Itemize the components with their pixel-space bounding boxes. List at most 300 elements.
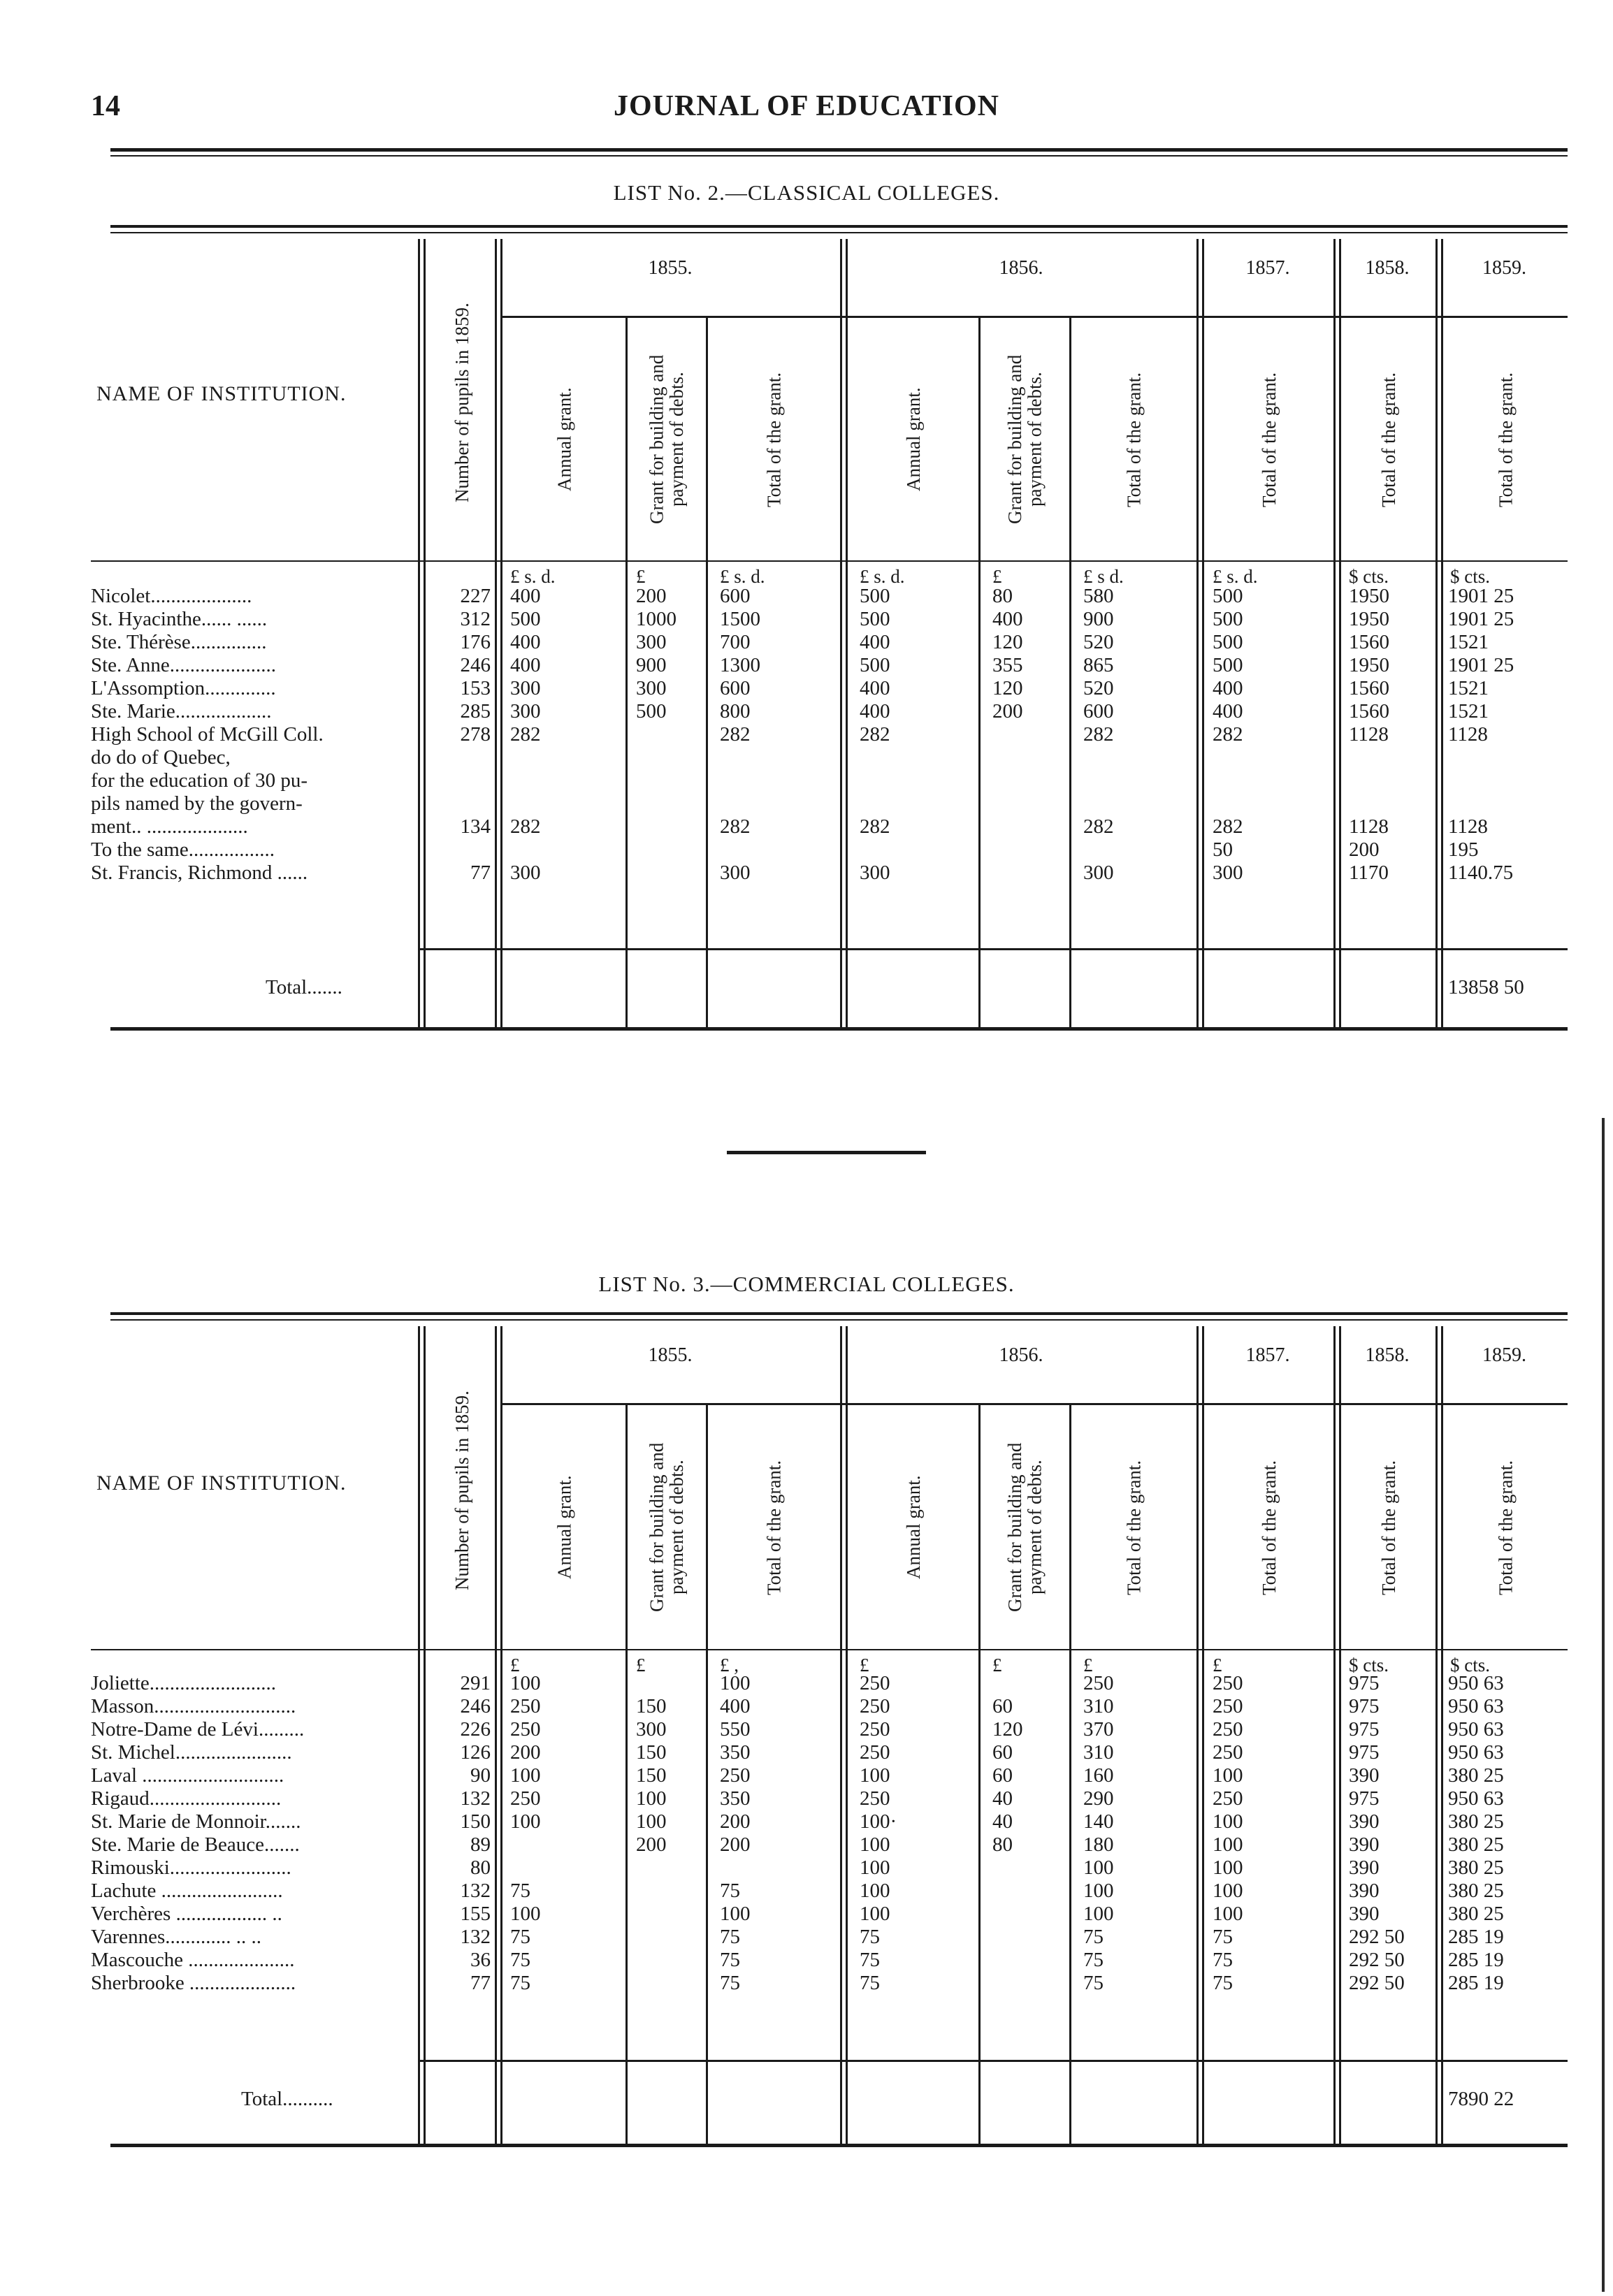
column-header: Total of the grant. — [1495, 372, 1517, 507]
institution-name: Ste. Anne..................... — [91, 654, 277, 676]
year-1855-right-rule — [840, 1326, 842, 2144]
table-cell: 100 — [1213, 1764, 1243, 1787]
table-cell: 100 — [860, 1857, 890, 1879]
table-cell: 120 — [992, 1718, 1023, 1741]
table-cell: 100 — [720, 1672, 751, 1694]
column-header: Annual grant. — [902, 1475, 924, 1580]
column-header-rule — [91, 560, 1568, 562]
table-cell: 310 — [1083, 1741, 1114, 1764]
table-cell: 282 — [720, 815, 751, 838]
table-cell: 180 — [1083, 1833, 1114, 1856]
institution-name: St. Michel....................... — [91, 1741, 292, 1764]
table-cell: 250 — [1083, 1672, 1114, 1694]
institution-name: L'Assomption.............. — [91, 677, 276, 699]
table-cell: 100 — [636, 1810, 667, 1833]
table-cell: 390 — [1349, 1833, 1380, 1856]
table-cell: 380 25 — [1448, 1880, 1504, 1902]
column-header: Total of the grant. — [1123, 372, 1145, 507]
column-header: Grant for building and payment of debts. — [1004, 1442, 1046, 1613]
table-cell: 950 63 — [1448, 1718, 1504, 1741]
table-cell: 390 — [1349, 1857, 1380, 1879]
table-cell: 75 — [1213, 1972, 1233, 1994]
table-cell: 100· — [860, 1810, 897, 1833]
table-cell: 75 — [720, 1949, 740, 1971]
table-cell: 200 — [636, 1833, 667, 1856]
page-number: 14 — [91, 90, 120, 122]
institution-names — [91, 1672, 412, 1995]
column-header: Total of the grant. — [1258, 1460, 1280, 1595]
pupils-header: Number of pupils in 1859. — [451, 1390, 472, 1590]
table-cell: 285 19 — [1448, 1972, 1504, 1994]
institution-name: Lachute ........................ — [91, 1880, 283, 1902]
table-cell: 975 — [1349, 1741, 1380, 1764]
table-cell: 1170 — [1349, 862, 1389, 884]
institution-name: Varennes............. .. .. — [91, 1926, 262, 1948]
table-cell: 400 — [860, 700, 890, 722]
table-cell: 75 — [1213, 1949, 1233, 1971]
table-cell: 75 — [720, 1972, 740, 1994]
pupils-count: 134 — [460, 815, 491, 838]
table-cell: 250 — [860, 1718, 890, 1741]
table-cell: 350 — [720, 1741, 751, 1764]
institution-name: Masson............................ — [91, 1695, 296, 1717]
pupils-count: 80 — [470, 1857, 491, 1879]
unit-label: £ s. d. — [1213, 566, 1258, 587]
table-cell: 1000 — [636, 608, 677, 630]
pupils-count: 132 — [460, 1787, 491, 1810]
pupils-count: 77 — [470, 862, 491, 884]
table-cell: 400 — [510, 631, 541, 653]
year-1856-right-rule-b — [1202, 1326, 1204, 2144]
table-cell: 1901 25 — [1448, 585, 1514, 607]
table-cell: 1521 — [1448, 677, 1489, 699]
table-cell: 60 — [992, 1764, 1013, 1787]
institution-name: St. Francis, Richmond ...... — [91, 862, 308, 884]
table-cell: 500 — [1213, 608, 1243, 630]
table-cell: 75 — [1083, 1949, 1104, 1971]
column-header: Total of the grant. — [763, 1460, 785, 1595]
table-cell: 1950 — [1349, 585, 1389, 607]
table-cell: 250 — [510, 1695, 541, 1717]
table-cell: 100 — [636, 1787, 667, 1810]
institution-name: Joliette......................... — [91, 1672, 277, 1694]
year-1855-right-rule-b — [846, 1326, 848, 2144]
table-cell: 975 — [1349, 1718, 1380, 1741]
table-cell: 100 — [510, 1903, 541, 1925]
institution-name: Nicolet.................... — [91, 585, 252, 607]
unit-label: £ — [1083, 1655, 1093, 1676]
column-header: Total of the grant. — [763, 372, 785, 507]
year-1855-right-rule — [840, 239, 842, 1027]
table-cell: 350 — [720, 1787, 751, 1810]
institution-name: for the education of 30 pu- — [91, 769, 308, 792]
table-cell: 400 — [510, 585, 541, 607]
column-header: Total of the grant. — [1123, 1460, 1145, 1595]
table-cell: 865 — [1083, 654, 1114, 676]
unit-label: £ — [636, 1655, 646, 1676]
table-cell: 120 — [992, 631, 1023, 653]
table-cell: 500 — [636, 700, 667, 722]
table-cell: 282 — [1083, 723, 1114, 746]
institution-name: Verchères .................. .. — [91, 1903, 282, 1925]
pupils-count: 176 — [460, 631, 491, 653]
institution-name: St. Marie de Monnoir....... — [91, 1810, 301, 1833]
header-rule-thin — [110, 155, 1568, 157]
institution-name: do do of Quebec, — [91, 746, 231, 769]
table-cell: 300 — [636, 631, 667, 653]
table-cell: 975 — [1349, 1695, 1380, 1717]
table-cell: 700 — [720, 631, 751, 653]
institution-name: St. Hyacinthe...... ...... — [91, 608, 268, 630]
table-cell: 282 — [510, 815, 541, 838]
table-cell: 500 — [510, 608, 541, 630]
pupils-count: 278 — [460, 723, 491, 746]
list2-title: LIST No. 2.—CLASSICAL COLLEGES. — [613, 180, 1000, 205]
table-cell: 500 — [860, 585, 890, 607]
year-1856-right-rule — [1196, 1326, 1199, 2144]
table-cell: 250 — [860, 1787, 890, 1810]
table-cell: 75 — [510, 1926, 530, 1948]
table-cell: 950 63 — [1448, 1695, 1504, 1717]
table-cell: 195 — [1448, 838, 1479, 861]
total-value: 13858 50 — [1448, 976, 1524, 998]
table-cell: 100 — [510, 1764, 541, 1787]
table-cell: 250 — [1213, 1787, 1243, 1810]
table-cell: 75 — [1083, 1926, 1104, 1948]
pupils-right-rule-b — [500, 239, 502, 1027]
table-cell: 150 — [636, 1741, 667, 1764]
table-cell: 80 — [992, 1833, 1013, 1856]
page-edge — [1602, 1118, 1605, 2292]
pupils-left-rule — [418, 1326, 420, 2144]
institution-name: Rimouski........................ — [91, 1857, 291, 1879]
pupils-right-rule — [495, 239, 497, 1027]
table-cell: 600 — [720, 585, 751, 607]
table-cell: 100 — [510, 1810, 541, 1833]
table-cell: 300 — [510, 677, 541, 699]
unit-label: $ cts. — [1450, 566, 1490, 587]
table-cell: 500 — [860, 654, 890, 676]
pupils-count: 150 — [460, 1810, 491, 1833]
table-cell: 900 — [1083, 608, 1114, 630]
table-cell: 400 — [1213, 700, 1243, 722]
unit-label: £ s. d. — [860, 566, 905, 587]
pupils-left-rule-b — [424, 1326, 426, 2144]
table-cell: 100 — [1083, 1880, 1114, 1902]
year-header: 1855. — [648, 257, 693, 279]
unit-label: £ — [510, 1655, 520, 1676]
table-cell: 100 — [1213, 1903, 1243, 1925]
column-header: Grant for building and payment of debts. — [1004, 354, 1046, 525]
table-cell: 500 — [1213, 654, 1243, 676]
table-cell: 380 25 — [1448, 1833, 1504, 1856]
pupils-count: 312 — [460, 608, 491, 630]
table-cell: 282 — [860, 723, 890, 746]
table-cell: 300 — [860, 862, 890, 884]
table-cell: 1560 — [1349, 631, 1389, 653]
table-cell: 75 — [860, 1926, 880, 1948]
institution-name: ment.. .................... — [91, 815, 248, 838]
column-header: Grant for building and payment of debts. — [646, 1442, 687, 1613]
table-cell: 600 — [720, 677, 751, 699]
pupils-count: 132 — [460, 1880, 491, 1902]
table-cell: 75 — [510, 1880, 530, 1902]
total-label: Total.......... — [241, 2088, 333, 2110]
total-upper-rule — [419, 948, 1568, 950]
table-cell: 100 — [1213, 1880, 1243, 1902]
unit-label: £ — [992, 566, 1002, 587]
year-header: 1856. — [999, 257, 1043, 279]
institution-name: Ste. Marie de Beauce....... — [91, 1833, 300, 1856]
table-cell: 100 — [1083, 1857, 1114, 1879]
year-header: 1859. — [1482, 257, 1526, 279]
list3-title: LIST No. 3.—COMMERCIAL COLLEGES. — [598, 1272, 1015, 1296]
table-cell: 100 — [860, 1764, 890, 1787]
table-cell: 200 — [1349, 838, 1380, 861]
year-1855-right-rule-b — [846, 239, 848, 1027]
table-cell: 250 — [720, 1764, 751, 1787]
table-cell: 950 63 — [1448, 1741, 1504, 1764]
table-cell: 140 — [1083, 1810, 1114, 1833]
table-cell: 1521 — [1448, 700, 1489, 722]
table-cell: 100 — [720, 1903, 751, 1925]
table-cell: 282 — [720, 723, 751, 746]
table-cell: 100 — [860, 1903, 890, 1925]
table-cell: 100 — [1083, 1903, 1114, 1925]
journal-title: JOURNAL OF EDUCATION — [613, 90, 1000, 122]
table-bottom-rule — [110, 2144, 1568, 2147]
unit-label: £ — [1213, 1655, 1222, 1676]
table-cell: 75 — [1213, 1926, 1233, 1948]
table-cell: 282 — [1213, 815, 1243, 838]
pupils-count: 126 — [460, 1741, 491, 1764]
table-cell: 400 — [860, 631, 890, 653]
table-cell: 80 — [992, 585, 1013, 607]
table-cell: 800 — [720, 700, 751, 722]
table-cell: 100 — [860, 1880, 890, 1902]
year-1856-right-rule-b — [1202, 239, 1204, 1027]
unit-label: $ cts. — [1450, 1655, 1490, 1676]
table-cell: 300 — [636, 1718, 667, 1741]
total-label: Total....... — [266, 976, 342, 998]
table-cell: 300 — [1213, 862, 1243, 884]
table-cell: 250 — [860, 1741, 890, 1764]
table-cell: 75 — [720, 1880, 740, 1902]
table-cell: 1128 — [1349, 815, 1389, 838]
year-1857-right-rule — [1333, 1326, 1336, 2144]
table-cell: 390 — [1349, 1903, 1380, 1925]
table-cell: 250 — [860, 1695, 890, 1717]
pupils-count: 90 — [470, 1764, 491, 1787]
pupils-count: 132 — [460, 1926, 491, 1948]
year-1857-right-rule — [1333, 239, 1336, 1027]
table-cell: 282 — [860, 815, 890, 838]
table-cell: 75 — [1083, 1972, 1104, 1994]
table-cell: 150 — [636, 1764, 667, 1787]
table-cell: 100 — [1213, 1857, 1243, 1879]
table-cell: 380 25 — [1448, 1857, 1504, 1879]
pupils-count: 153 — [460, 677, 491, 699]
table-cell: 40 — [992, 1810, 1013, 1833]
pupils-header: Number of pupils in 1859. — [451, 303, 472, 502]
year-1858-right-rule-b — [1441, 1326, 1443, 2144]
table-cell: 1901 25 — [1448, 608, 1514, 630]
table-cell: 50 — [1213, 838, 1233, 861]
table-cell: 290 — [1083, 1787, 1114, 1810]
pupils-count: 246 — [460, 654, 491, 676]
table-cell: 400 — [510, 654, 541, 676]
year-header: 1855. — [648, 1344, 693, 1366]
table-cell: 300 — [636, 677, 667, 699]
table-cell: 300 — [1083, 862, 1114, 884]
column-header: Total of the grant. — [1495, 1460, 1517, 1595]
year-header-rule — [500, 316, 1568, 318]
column-header: Total of the grant. — [1377, 372, 1399, 507]
table-cell: 520 — [1083, 677, 1114, 699]
unit-label: £ s. d. — [720, 566, 765, 587]
table-cell: 200 — [636, 585, 667, 607]
table-cell: 300 — [510, 700, 541, 722]
table-cell: 250 — [1213, 1718, 1243, 1741]
table-cell: 900 — [636, 654, 667, 676]
table-cell: 250 — [510, 1787, 541, 1810]
column-header: Total of the grant. — [1377, 1460, 1399, 1595]
table-cell: 250 — [1213, 1672, 1243, 1694]
table-cell: 400 — [1213, 677, 1243, 699]
table-cell: 250 — [1213, 1695, 1243, 1717]
unit-label: $ cts. — [1349, 566, 1389, 587]
year-1858-right-rule — [1435, 1326, 1438, 2144]
table-cell: 292 50 — [1349, 1949, 1405, 1971]
table-top-rule-thin — [110, 232, 1568, 233]
total-upper-rule — [419, 2060, 1568, 2062]
table-cell: 40 — [992, 1787, 1013, 1810]
table-cell: 1500 — [720, 608, 760, 630]
table-cell: 200 — [992, 700, 1023, 722]
institution-name: Ste. Marie................... — [91, 700, 272, 722]
year-header: 1858. — [1365, 1344, 1410, 1366]
pupils-right-rule-b — [500, 1326, 502, 2144]
table-cell: 500 — [860, 608, 890, 630]
pupils-count: 285 — [460, 700, 491, 722]
table-cell: 390 — [1349, 1880, 1380, 1902]
institution-name: Notre-Dame de Lévi......... — [91, 1718, 305, 1741]
institution-name: To the same................. — [91, 838, 275, 861]
pupils-left-rule — [418, 239, 420, 1027]
unit-label: £ s d. — [1083, 566, 1124, 587]
institution-name: Sherbrooke ..................... — [91, 1972, 296, 1994]
table-cell: 285 19 — [1448, 1949, 1504, 1971]
pupils-count: 226 — [460, 1718, 491, 1741]
table-cell: 390 — [1349, 1810, 1380, 1833]
column-header: Annual grant. — [902, 387, 924, 492]
table-cell: 1901 25 — [1448, 654, 1514, 676]
table-cell: 200 — [720, 1810, 751, 1833]
table-cell: 400 — [720, 1695, 751, 1717]
table-cell: 75 — [510, 1972, 530, 1994]
table-cell: 370 — [1083, 1718, 1114, 1741]
year-header: 1857. — [1245, 1344, 1290, 1366]
year-header: 1857. — [1245, 257, 1290, 279]
year-1858-right-rule — [1435, 239, 1438, 1027]
institution-name: High School of McGill Coll. — [91, 723, 324, 746]
table-cell: 250 — [860, 1672, 890, 1694]
institution-name: Laval ............................ — [91, 1764, 284, 1787]
table-cell: 250 — [510, 1718, 541, 1741]
table-cell: 1300 — [720, 654, 760, 676]
table-cell: 75 — [860, 1949, 880, 1971]
year-1857-right-rule-b — [1339, 239, 1341, 1027]
table-cell: 1128 — [1448, 723, 1488, 746]
table-cell: 975 — [1349, 1672, 1380, 1694]
pupils-count: 36 — [470, 1949, 491, 1971]
year-header: 1859. — [1482, 1344, 1526, 1366]
table-top-rule-thin — [110, 1319, 1568, 1321]
table-cell: 75 — [720, 1926, 740, 1948]
commercial-colleges-table — [91, 1312, 1568, 2158]
table-cell: 100 — [1213, 1810, 1243, 1833]
table-cell: 355 — [992, 654, 1023, 676]
table-cell: 1560 — [1349, 700, 1389, 722]
year-header: 1856. — [999, 1344, 1043, 1366]
column-header: Total of the grant. — [1258, 372, 1280, 507]
table-cell: 300 — [720, 862, 751, 884]
table-cell: 580 — [1083, 585, 1114, 607]
institution-name: Ste. Thérèse............... — [91, 631, 267, 653]
institution-name: pils named by the govern- — [91, 792, 303, 815]
pupils-right-rule — [495, 1326, 497, 2144]
pupils-left-rule-b — [424, 239, 426, 1027]
institution-name: Mascouche ..................... — [91, 1949, 295, 1971]
total-value: 7890 22 — [1448, 2088, 1514, 2110]
table-top-rule — [110, 1312, 1568, 1315]
unit-label: £ s. d. — [510, 566, 556, 587]
table-cell: 1521 — [1448, 631, 1489, 653]
table-bottom-rule — [110, 1027, 1568, 1031]
table-cell: 300 — [510, 862, 541, 884]
year-1858-right-rule-b — [1441, 239, 1443, 1027]
table-cell: 282 — [510, 723, 541, 746]
table-cell: 1950 — [1349, 654, 1389, 676]
table-cell: 75 — [510, 1949, 530, 1971]
column-header: Annual grant. — [554, 387, 575, 492]
table-cell: 250 — [1213, 1741, 1243, 1764]
table-cell: 520 — [1083, 631, 1114, 653]
table-cell: 75 — [860, 1972, 880, 1994]
column-header: Annual grant. — [554, 1475, 575, 1580]
table-cell: 282 — [1213, 723, 1243, 746]
unit-label: £ — [636, 566, 646, 587]
year-1856-right-rule — [1196, 239, 1199, 1027]
table-cell: 600 — [1083, 700, 1114, 722]
table-cell: 1560 — [1349, 677, 1389, 699]
institution-names — [91, 585, 412, 885]
institution-name: Rigaud.......................... — [91, 1787, 282, 1810]
table-cell: 100 — [1213, 1833, 1243, 1856]
table-top-rule — [110, 225, 1568, 228]
table-cell: 400 — [992, 608, 1023, 630]
table-cell: 60 — [992, 1695, 1013, 1717]
table-cell: 975 — [1349, 1787, 1380, 1810]
table-cell: 550 — [720, 1718, 751, 1741]
pupils-count: 89 — [470, 1833, 491, 1856]
table-cell: 380 25 — [1448, 1764, 1504, 1787]
table-cell: 380 25 — [1448, 1810, 1504, 1833]
table-cell: 500 — [1213, 585, 1243, 607]
unit-label: £ , — [720, 1655, 739, 1676]
table-cell: 1128 — [1349, 723, 1389, 746]
table-cell: 60 — [992, 1741, 1013, 1764]
